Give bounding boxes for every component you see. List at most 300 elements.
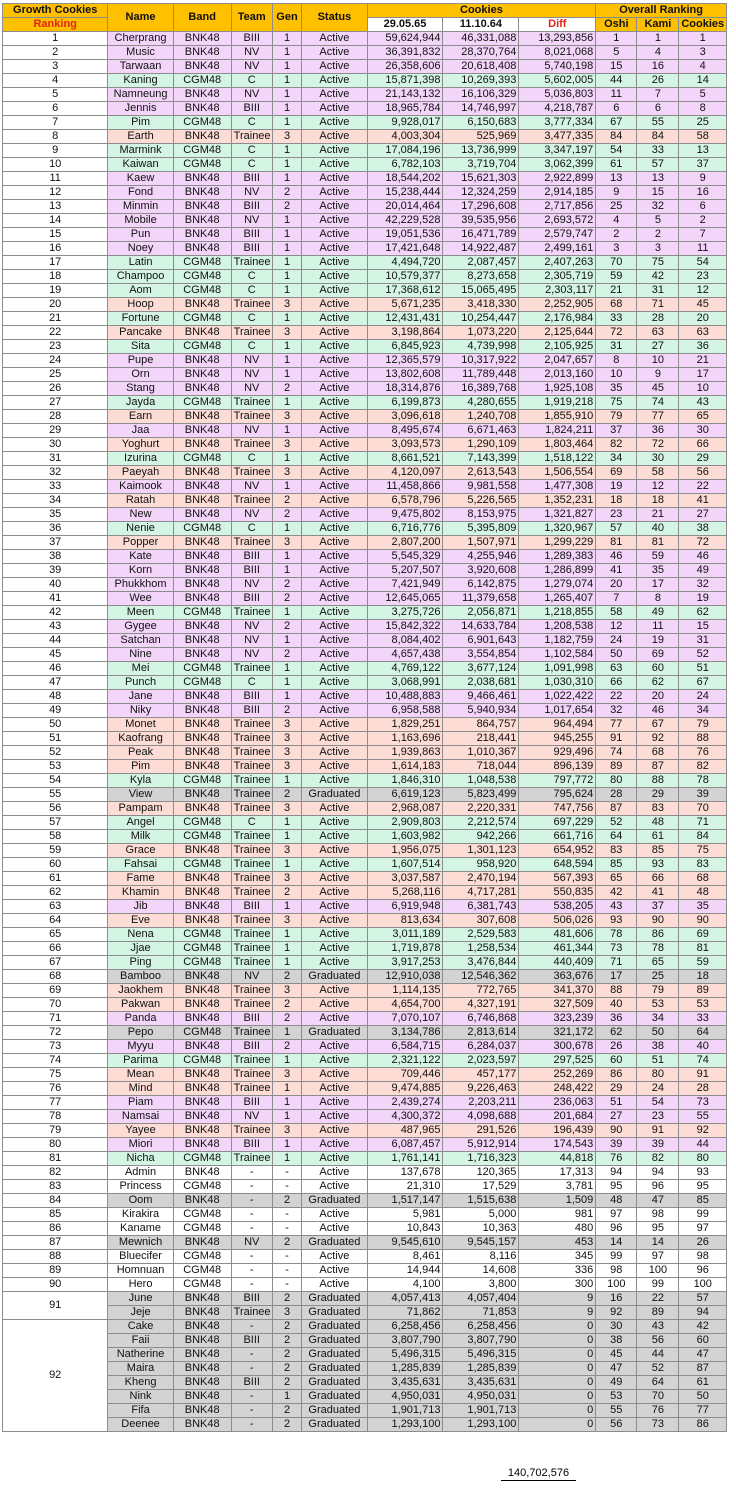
- cell-band: CGM48: [173, 396, 231, 410]
- cell-gen: -: [272, 1208, 302, 1222]
- cell-diff: 297,525: [519, 1054, 596, 1068]
- cell-gen: 1: [272, 424, 302, 438]
- cell-oshi-rank: 8: [596, 354, 637, 368]
- cell-cookies-2021: 2,038,681: [443, 676, 519, 690]
- cell-status: Active: [302, 354, 367, 368]
- cell-cookies-rank: 61: [679, 1376, 727, 1390]
- cell-cookies-rank: 15: [679, 620, 727, 634]
- cell-gen: 3: [272, 536, 302, 550]
- cell-cookies-rank: 63: [679, 326, 727, 340]
- cell-band: BNK48: [173, 998, 231, 1012]
- cell-cookies-2022: 5,671,235: [367, 298, 443, 312]
- cell-rank: 28: [3, 410, 108, 424]
- table-row: [3, 886, 727, 900]
- cell-cookies-2021: 958,920: [443, 858, 519, 872]
- cell-gen: 1: [272, 1054, 302, 1068]
- cell-kami-rank: 83: [637, 802, 679, 816]
- cell-name: Mean: [108, 1068, 173, 1082]
- cell-gen: 2: [272, 1418, 302, 1432]
- cell-oshi-rank: 48: [596, 1194, 637, 1208]
- cell-kami-rank: 31: [637, 284, 679, 298]
- cell-rank: 83: [3, 1180, 108, 1194]
- cell-cookies-2022: 3,134,786: [367, 1026, 443, 1040]
- cell-status: Active: [302, 998, 367, 1012]
- table-row: [3, 298, 727, 312]
- cell-cookies-2022: 12,365,579: [367, 354, 443, 368]
- cell-diff: 0: [519, 1348, 596, 1362]
- cell-gen: 1: [272, 816, 302, 830]
- cell-gen: 2: [272, 620, 302, 634]
- cell-status: Active: [302, 172, 367, 186]
- cell-cookies-2022: 4,057,413: [367, 1292, 443, 1306]
- cell-oshi-rank: 14: [596, 1236, 637, 1250]
- cell-cookies-2021: 1,301,123: [443, 844, 519, 858]
- cell-cookies-2021: 8,116: [443, 1250, 519, 1264]
- cell-gen: -: [272, 1222, 302, 1236]
- table-row: [3, 340, 727, 354]
- cell-rank: 70: [3, 998, 108, 1012]
- cell-gen: 2: [272, 508, 302, 522]
- cell-cookies-2021: 11,789,448: [443, 368, 519, 382]
- cell-oshi-rank: 76: [596, 1152, 637, 1166]
- cell-rank: 12: [3, 186, 108, 200]
- table-row: [3, 998, 727, 1012]
- cell-rank: 32: [3, 466, 108, 480]
- table-row: [3, 690, 727, 704]
- cell-band: BNK48: [173, 1236, 231, 1250]
- cell-rank: 63: [3, 900, 108, 914]
- cell-oshi-rank: 72: [596, 326, 637, 340]
- cell-cookies-rank: 56: [679, 466, 727, 480]
- cell-cookies-rank: 27: [679, 508, 727, 522]
- cell-band: BNK48: [173, 620, 231, 634]
- cell-diff: 9: [519, 1292, 596, 1306]
- cell-band: CGM48: [173, 662, 231, 676]
- cell-cookies-rank: 87: [679, 1362, 727, 1376]
- cell-cookies-2022: 10,488,883: [367, 690, 443, 704]
- table-row: [3, 1222, 727, 1236]
- cell-status: Active: [302, 424, 367, 438]
- cell-diff: 1,855,910: [519, 410, 596, 424]
- cell-diff: 797,772: [519, 774, 596, 788]
- cookies-rank-header: Cookies: [679, 18, 727, 32]
- cell-band: CGM48: [173, 1222, 231, 1236]
- cell-status: Active: [302, 88, 367, 102]
- table-row: [3, 536, 727, 550]
- cell-status: Active: [302, 522, 367, 536]
- cell-cookies-2021: 3,719,704: [443, 158, 519, 172]
- cell-status: Active: [302, 396, 367, 410]
- cell-team: BIII: [231, 1138, 272, 1152]
- cell-cookies-2021: 4,280,655: [443, 396, 519, 410]
- cell-rank: 53: [3, 760, 108, 774]
- cell-band: BNK48: [173, 88, 231, 102]
- cell-cookies-2021: 20,618,408: [443, 60, 519, 74]
- cell-name: Earn: [108, 410, 173, 424]
- cell-oshi-rank: 55: [596, 1404, 637, 1418]
- cell-cookies-2022: 21,143,132: [367, 88, 443, 102]
- cell-cookies-2021: 15,065,495: [443, 284, 519, 298]
- cell-band: BNK48: [173, 466, 231, 480]
- cell-kami-rank: 1: [637, 32, 679, 46]
- cell-team: Trainee: [231, 1068, 272, 1082]
- table-row: [3, 606, 727, 620]
- cell-oshi-rank: 99: [596, 1250, 637, 1264]
- cell-name: Aom: [108, 284, 173, 298]
- cell-name: Latin: [108, 256, 173, 270]
- cell-diff: 0: [519, 1320, 596, 1334]
- cell-diff: 1,030,310: [519, 676, 596, 690]
- cell-oshi-rank: 47: [596, 1362, 637, 1376]
- cell-name: Myyu: [108, 1040, 173, 1054]
- cell-rank: 10: [3, 158, 108, 172]
- cell-cookies-2021: 1,285,839: [443, 1362, 519, 1376]
- cell-cookies-2021: 1,290,109: [443, 438, 519, 452]
- cell-kami-rank: 87: [637, 760, 679, 774]
- cell-band: CGM48: [173, 158, 231, 172]
- cell-oshi-rank: 29: [596, 1082, 637, 1096]
- table-row: [3, 830, 727, 844]
- cell-status: Graduated: [302, 1404, 367, 1418]
- cell-rank: 21: [3, 312, 108, 326]
- cell-status: Active: [302, 130, 367, 144]
- table-row: [3, 760, 727, 774]
- cell-gen: 1: [272, 942, 302, 956]
- cell-rank: 65: [3, 928, 108, 942]
- cell-kami-rank: 61: [637, 830, 679, 844]
- table-row: [3, 1166, 727, 1180]
- cell-rank: 44: [3, 634, 108, 648]
- cell-rank: 46: [3, 662, 108, 676]
- cell-cookies-rank: 86: [679, 1418, 727, 1432]
- cell-name: Orn: [108, 368, 173, 382]
- cell-name: Jane: [108, 690, 173, 704]
- cell-team: BIII: [231, 172, 272, 186]
- cell-cookies-2021: 120,365: [443, 1166, 519, 1180]
- cell-status: Active: [302, 1264, 367, 1278]
- cell-cookies-rank: 48: [679, 886, 727, 900]
- cell-rank: 84: [3, 1194, 108, 1208]
- ranking-header: Ranking: [3, 18, 108, 32]
- cell-rank: 39: [3, 564, 108, 578]
- cell-rank: 18: [3, 270, 108, 284]
- cell-oshi-rank: 3: [596, 242, 637, 256]
- cell-kami-rank: 20: [637, 690, 679, 704]
- cell-diff: 196,439: [519, 1124, 596, 1138]
- cell-rank: 29: [3, 424, 108, 438]
- cell-oshi-rank: 30: [596, 1320, 637, 1334]
- cell-kami-rank: 52: [637, 1362, 679, 1376]
- cell-name: Pupe: [108, 354, 173, 368]
- cell-cookies-2022: 18,544,202: [367, 172, 443, 186]
- cell-cookies-2021: 16,471,789: [443, 228, 519, 242]
- cell-diff: 236,063: [519, 1096, 596, 1110]
- cell-cookies-2021: 3,435,631: [443, 1376, 519, 1390]
- cell-team: Trainee: [231, 130, 272, 144]
- cell-cookies-2022: 10,579,377: [367, 270, 443, 284]
- cell-band: CGM48: [173, 1250, 231, 1264]
- cell-cookies-rank: 58: [679, 130, 727, 144]
- table-row: [3, 228, 727, 242]
- cell-oshi-rank: 9: [596, 186, 637, 200]
- cell-band: CGM48: [173, 858, 231, 872]
- cell-cookies-2022: 4,657,438: [367, 648, 443, 662]
- cell-team: NV: [231, 620, 272, 634]
- cell-kami-rank: 63: [637, 326, 679, 340]
- cell-rank: 87: [3, 1236, 108, 1250]
- cell-oshi-rank: 97: [596, 1208, 637, 1222]
- cell-cookies-rank: 53: [679, 998, 727, 1012]
- cell-name: Jib: [108, 900, 173, 914]
- cell-gen: 2: [272, 1334, 302, 1348]
- cell-kami-rank: 32: [637, 200, 679, 214]
- cell-kami-rank: 72: [637, 438, 679, 452]
- cell-status: Active: [302, 368, 367, 382]
- cell-cookies-2021: 17,529: [443, 1180, 519, 1194]
- date2-header: 11.10.64: [443, 18, 519, 32]
- cell-oshi-rank: 21: [596, 284, 637, 298]
- cell-band: BNK48: [173, 172, 231, 186]
- cell-name: Kate: [108, 550, 173, 564]
- cell-kami-rank: 65: [637, 956, 679, 970]
- cell-cookies-2022: 1,285,839: [367, 1362, 443, 1376]
- cell-kami-rank: 44: [637, 1348, 679, 1362]
- cell-diff: 538,205: [519, 900, 596, 914]
- cell-name: Minmin: [108, 200, 173, 214]
- cell-rank: 30: [3, 438, 108, 452]
- cell-cookies-2021: 3,476,844: [443, 956, 519, 970]
- cell-oshi-rank: 46: [596, 550, 637, 564]
- cell-cookies-2021: 3,677,124: [443, 662, 519, 676]
- table-row: [3, 662, 727, 676]
- cell-cookies-2021: 2,220,331: [443, 802, 519, 816]
- cell-kami-rank: 97: [637, 1250, 679, 1264]
- cell-cookies-2022: 3,917,253: [367, 956, 443, 970]
- cell-status: Active: [302, 102, 367, 116]
- cell-gen: 1: [272, 396, 302, 410]
- cell-oshi-rank: 93: [596, 914, 637, 928]
- cell-cookies-rank: 7: [679, 228, 727, 242]
- cell-team: Trainee: [231, 1152, 272, 1166]
- cell-team: Trainee: [231, 830, 272, 844]
- cell-cookies-2021: 5,000: [443, 1208, 519, 1222]
- gen-header: Gen: [272, 4, 302, 32]
- cell-cookies-rank: 20: [679, 312, 727, 326]
- cell-oshi-rank: 66: [596, 676, 637, 690]
- cell-rank: 40: [3, 578, 108, 592]
- cell-cookies-2022: 59,624,944: [367, 32, 443, 46]
- cell-cookies-2021: 2,613,543: [443, 466, 519, 480]
- cell-cookies-2021: 46,331,088: [443, 32, 519, 46]
- cell-cookies-rank: 28: [679, 1082, 727, 1096]
- cell-oshi-rank: 13: [596, 172, 637, 186]
- cell-rank: 15: [3, 228, 108, 242]
- cell-kami-rank: 70: [637, 1390, 679, 1404]
- cell-cookies-2021: 307,608: [443, 914, 519, 928]
- cell-name: Homnuan: [108, 1264, 173, 1278]
- cell-diff: 2,305,719: [519, 270, 596, 284]
- cell-cookies-2022: 1,603,982: [367, 830, 443, 844]
- cell-diff: 4,218,787: [519, 102, 596, 116]
- cell-diff: 1,265,407: [519, 592, 596, 606]
- cell-diff: 252,269: [519, 1068, 596, 1082]
- cell-band: BNK48: [173, 746, 231, 760]
- cell-diff: 795,624: [519, 788, 596, 802]
- cell-name: Nicha: [108, 1152, 173, 1166]
- cell-status: Active: [302, 830, 367, 844]
- cell-name: Kaofrang: [108, 732, 173, 746]
- cell-name: Kaimook: [108, 480, 173, 494]
- cell-status: Graduated: [302, 1306, 367, 1320]
- cell-rank: 78: [3, 1110, 108, 1124]
- cell-cookies-2022: 42,229,528: [367, 214, 443, 228]
- cell-oshi-rank: 98: [596, 1264, 637, 1278]
- cell-cookies-2022: 1,901,713: [367, 1404, 443, 1418]
- cell-team: Trainee: [231, 256, 272, 270]
- cell-band: BNK48: [173, 578, 231, 592]
- cell-cookies-2022: 12,645,065: [367, 592, 443, 606]
- cell-diff: 3,062,399: [519, 158, 596, 172]
- cell-oshi-rank: 38: [596, 1334, 637, 1348]
- cell-rank: 82: [3, 1166, 108, 1180]
- table-row: [3, 1390, 727, 1404]
- cell-diff: 323,239: [519, 1012, 596, 1026]
- cell-cookies-2022: 813,634: [367, 914, 443, 928]
- cell-band: CGM48: [173, 452, 231, 466]
- cell-name: View: [108, 788, 173, 802]
- cell-band: BNK48: [173, 298, 231, 312]
- cell-cookies-2021: 6,258,456: [443, 1320, 519, 1334]
- cell-cookies-rank: 67: [679, 676, 727, 690]
- cell-cookies-rank: 54: [679, 256, 727, 270]
- cell-gen: 2: [272, 578, 302, 592]
- table-row: [3, 1278, 727, 1292]
- cell-diff: 1,299,229: [519, 536, 596, 550]
- cell-cookies-2022: 3,435,631: [367, 1376, 443, 1390]
- oshi-header: Oshi: [596, 18, 637, 32]
- cell-oshi-rank: 53: [596, 1390, 637, 1404]
- cell-team: Trainee: [231, 1054, 272, 1068]
- cell-team: NV: [231, 578, 272, 592]
- cell-band: BNK48: [173, 368, 231, 382]
- cell-band: BNK48: [173, 424, 231, 438]
- cell-status: Active: [302, 844, 367, 858]
- cell-team: NV: [231, 970, 272, 984]
- cell-status: Active: [302, 900, 367, 914]
- cell-cookies-rank: 76: [679, 746, 727, 760]
- cell-diff: 2,693,572: [519, 214, 596, 228]
- cell-cookies-2022: 13,802,608: [367, 368, 443, 382]
- cell-team: Trainee: [231, 942, 272, 956]
- cell-status: Active: [302, 914, 367, 928]
- cell-cookies-2021: 9,981,558: [443, 480, 519, 494]
- cell-gen: 1: [272, 32, 302, 46]
- cell-status: Active: [302, 648, 367, 662]
- cell-kami-rank: 60: [637, 662, 679, 676]
- cell-kami-rank: 10: [637, 354, 679, 368]
- cell-name: Satchan: [108, 634, 173, 648]
- table-row: [3, 60, 727, 74]
- cell-oshi-rank: 58: [596, 606, 637, 620]
- cell-oshi-rank: 86: [596, 1068, 637, 1082]
- cell-cookies-rank: 83: [679, 858, 727, 872]
- cell-status: Active: [302, 564, 367, 578]
- cell-status: Active: [302, 242, 367, 256]
- cell-status: Active: [302, 1124, 367, 1138]
- cell-team: Trainee: [231, 774, 272, 788]
- cell-band: BNK48: [173, 480, 231, 494]
- cell-kami-rank: 49: [637, 606, 679, 620]
- cell-name: Faii: [108, 1334, 173, 1348]
- cell-rank: 48: [3, 690, 108, 704]
- cell-oshi-rank: 15: [596, 60, 637, 74]
- cell-cookies-rank: 92: [679, 1124, 727, 1138]
- cell-cookies-2021: 1,240,708: [443, 410, 519, 424]
- cell-team: NV: [231, 60, 272, 74]
- cell-cookies-2022: 1,761,141: [367, 1152, 443, 1166]
- cell-rank: 45: [3, 648, 108, 662]
- cell-cookies-2022: 487,965: [367, 1124, 443, 1138]
- table-row: [3, 242, 727, 256]
- cell-cookies-2021: 5,226,565: [443, 494, 519, 508]
- cell-status: Active: [302, 1012, 367, 1026]
- cell-gen: 1: [272, 550, 302, 564]
- cell-cookies-2021: 4,950,031: [443, 1390, 519, 1404]
- cell-diff: 1,208,538: [519, 620, 596, 634]
- cell-name: Kaiwan: [108, 158, 173, 172]
- cell-cookies-2021: 1,293,100: [443, 1418, 519, 1432]
- cell-diff: 480: [519, 1222, 596, 1236]
- cell-team: C: [231, 340, 272, 354]
- cell-team: Trainee: [231, 326, 272, 340]
- cell-name: Phukkhom: [108, 578, 173, 592]
- cell-cookies-rank: 100: [679, 1278, 727, 1292]
- cell-team: C: [231, 816, 272, 830]
- cell-oshi-rank: 24: [596, 634, 637, 648]
- cell-rank: 88: [3, 1250, 108, 1264]
- cell-cookies-2021: 10,254,447: [443, 312, 519, 326]
- cell-oshi-rank: 40: [596, 998, 637, 1012]
- cell-cookies-2021: 5,395,809: [443, 522, 519, 536]
- cell-cookies-rank: 80: [679, 1152, 727, 1166]
- cell-kami-rank: 11: [637, 620, 679, 634]
- table-row: [3, 102, 727, 116]
- cookies-header: Cookies: [367, 4, 596, 18]
- cell-cookies-rank: 19: [679, 592, 727, 606]
- cell-cookies-2022: 7,070,107: [367, 1012, 443, 1026]
- table-row: [3, 1194, 727, 1208]
- cell-diff: 964,494: [519, 718, 596, 732]
- cell-status: Active: [302, 466, 367, 480]
- cell-status: Active: [302, 60, 367, 74]
- table-row: [3, 1110, 727, 1124]
- cell-cookies-2021: 9,466,461: [443, 690, 519, 704]
- cell-band: BNK48: [173, 1334, 231, 1348]
- cell-cookies-rank: 98: [679, 1250, 727, 1264]
- cell-diff: 2,105,925: [519, 340, 596, 354]
- cell-oshi-rank: 80: [596, 774, 637, 788]
- table-body: [3, 32, 727, 1432]
- table-row: [3, 1236, 727, 1250]
- cell-name: Cake: [108, 1320, 173, 1334]
- cell-team: NV: [231, 508, 272, 522]
- cell-cookies-2022: 3,807,790: [367, 1334, 443, 1348]
- cell-cookies-2021: 2,023,597: [443, 1054, 519, 1068]
- cell-diff: 945,255: [519, 732, 596, 746]
- cell-rank: 62: [3, 886, 108, 900]
- cell-oshi-rank: 39: [596, 1138, 637, 1152]
- cell-rank: 19: [3, 284, 108, 298]
